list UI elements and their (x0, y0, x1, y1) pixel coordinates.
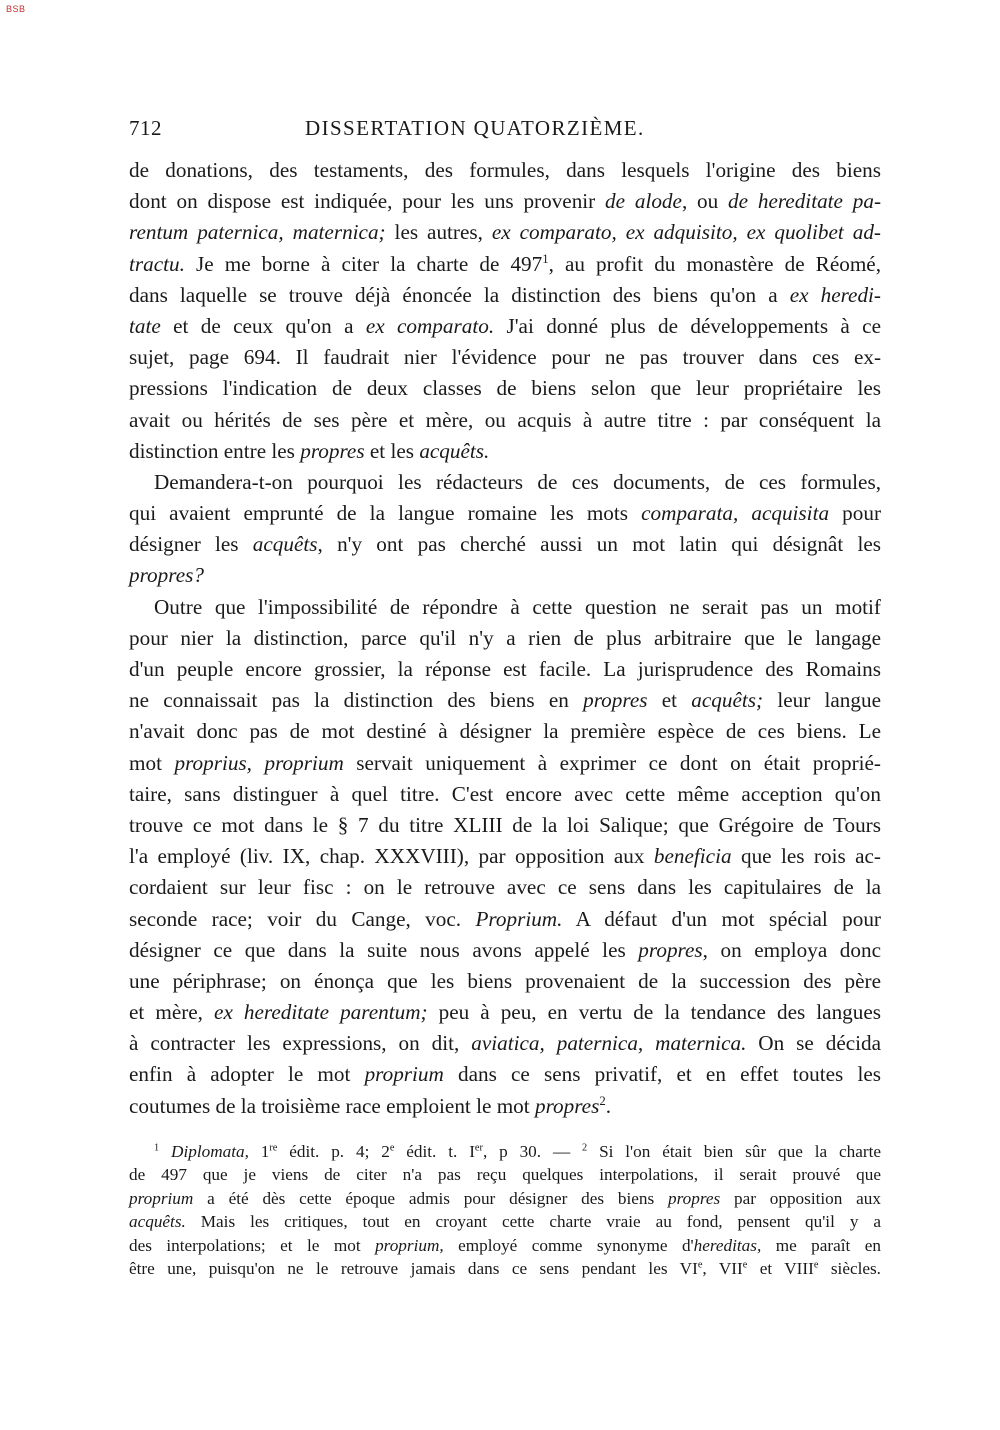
page-header (129, 116, 881, 146)
text-line: propres? (129, 563, 204, 588)
text-line: tractu. Je me borne à citer la charte de $497^1$, au profit du monastère de Réomé, (129, 251, 881, 276)
text-line: et mère, ex hereditate parentum; peu à peu, en vertu de la tendance des langues (129, 1000, 882, 1025)
text-line: tate et de ceux qu'on a ex comparato. J'ai donné plus de développements à ce (129, 313, 881, 338)
library-stamp: BSB (6, 4, 26, 14)
text-line: sujet, page 694. Il faudrait nier l'évidence pour ne pas trouver dans ces ex- (129, 345, 881, 370)
footnote-line: être une, puisqu'on ne le retrouve jamais dans ce sens pendant les VIe, VIIe et VIIIe siècles. (129, 1258, 881, 1278)
page-number: 712 (129, 116, 162, 140)
footnote-line: acquêts. Mais les critiques, tout en croyant cette charte vraie au fond, pensent qu'il y a (129, 1212, 881, 1232)
text-line: de donations, des testaments, des formules, dans lesquels l'origine des biens (129, 158, 881, 182)
text-line: pressions l'indication de deux classes de biens selon que leur propriétaire les (129, 376, 881, 401)
text-line: trouve ce mot dans le § 7 du titre XLIII de la loi Salique; que Grégoire de Tours (129, 812, 881, 837)
text-line: distinction entre les propres et les acquêts. (129, 438, 490, 463)
footnote-line: $^1$ Diplomata, 1re édit. p. 4; 2e édit. t. Ier, p 30. — $^2$ Si l'on était bien sûr que la charte (154, 1142, 882, 1161)
text-line: mot proprius, proprium servait uniquement à exprimer ce dont on était proprié- (129, 750, 881, 775)
text-line: avait ou hérités de ses père et mère, ou acquis à autre titre : par conséquent la (129, 407, 881, 432)
footnote-line: proprium a été dès cette époque admis pour désigner des biens propres par opposition aux (129, 1188, 881, 1208)
text-line: dans laquelle se trouve déjà énoncée la distinction des biens qu'on a ex heredi- (129, 282, 881, 307)
text-line: pour nier la distinction, parce qu'il n'y a rien de plus arbitraire que le langage (129, 625, 881, 650)
text-line: désigner les acquêts, n'y ont pas cherché aussi un mot latin qui désignât les (129, 532, 881, 557)
text-line: qui avaient emprunté de la langue romaine les mots comparata, acquisita pour (129, 501, 882, 526)
text-line: n'avait donc pas de mot destiné à désigner la première espèce de ces biens. Le (129, 719, 881, 744)
footnote-line: des interpolations; et le mot proprium, employé comme synonyme d'hereditas, me paraît en (129, 1235, 881, 1255)
text-line: ne connaissait pas la distinction des biens en propres et acquêts; leur langue (129, 688, 881, 713)
text-line: cordaient sur leur fisc : on le retrouve avec ce sens dans les capitulaires de la (129, 875, 881, 900)
text-line: rentum paternica, maternica; les autres, ex comparato, ex adquisito, ex quolibet ad- (129, 220, 881, 245)
text-line: taire, sans distinguer à quel titre. C'est encore avec cette même acception qu'on (129, 781, 881, 806)
text-line: à contracter les expressions, on dit, aviatica, paternica, maternica. On se décida (129, 1031, 882, 1056)
main-text (129, 155, 881, 1122)
text-line: désigner ce que dans la suite nous avons appelé les propres, on employa donc (129, 937, 881, 962)
text-line: dont on dispose est indiquée, pour les uns provenir de alode, ou de hereditate pa- (129, 189, 882, 214)
footnotes (129, 1140, 881, 1280)
running-title: DISSERTATION QUATORZIÈME. (305, 116, 645, 140)
text-line: une périphrase; on énonça que les biens provenaient de la succession des père (129, 968, 881, 993)
text-line: enfin à adopter le mot proprium dans ce sens privatif, et en effet toutes les (129, 1062, 881, 1087)
text-line: Outre que l'impossibilité de répondre à cette question ne serait pas un motif (154, 594, 881, 619)
text-line: coutumes de la troisième race emploient le mot propres$^2$. (129, 1093, 611, 1118)
text-line: seconde race; voir du Cange, voc. Proprium. A défaut d'un mot spécial pour (129, 906, 881, 931)
footnote-line: de 497 que je viens de citer n'a pas reçu quelques interpolations, il serait prouvé que (129, 1165, 881, 1185)
text-line: Demandera-t-on pourquoi les rédacteurs de ces documents, de ces formules, (154, 469, 881, 494)
text-line: d'un peuple encore grossier, la réponse est facile. La jurisprudence des Romains (129, 657, 881, 681)
text-line: l'a employé (liv. IX, chap. XXXVIII), par opposition aux beneficia que les rois ac- (129, 844, 881, 869)
